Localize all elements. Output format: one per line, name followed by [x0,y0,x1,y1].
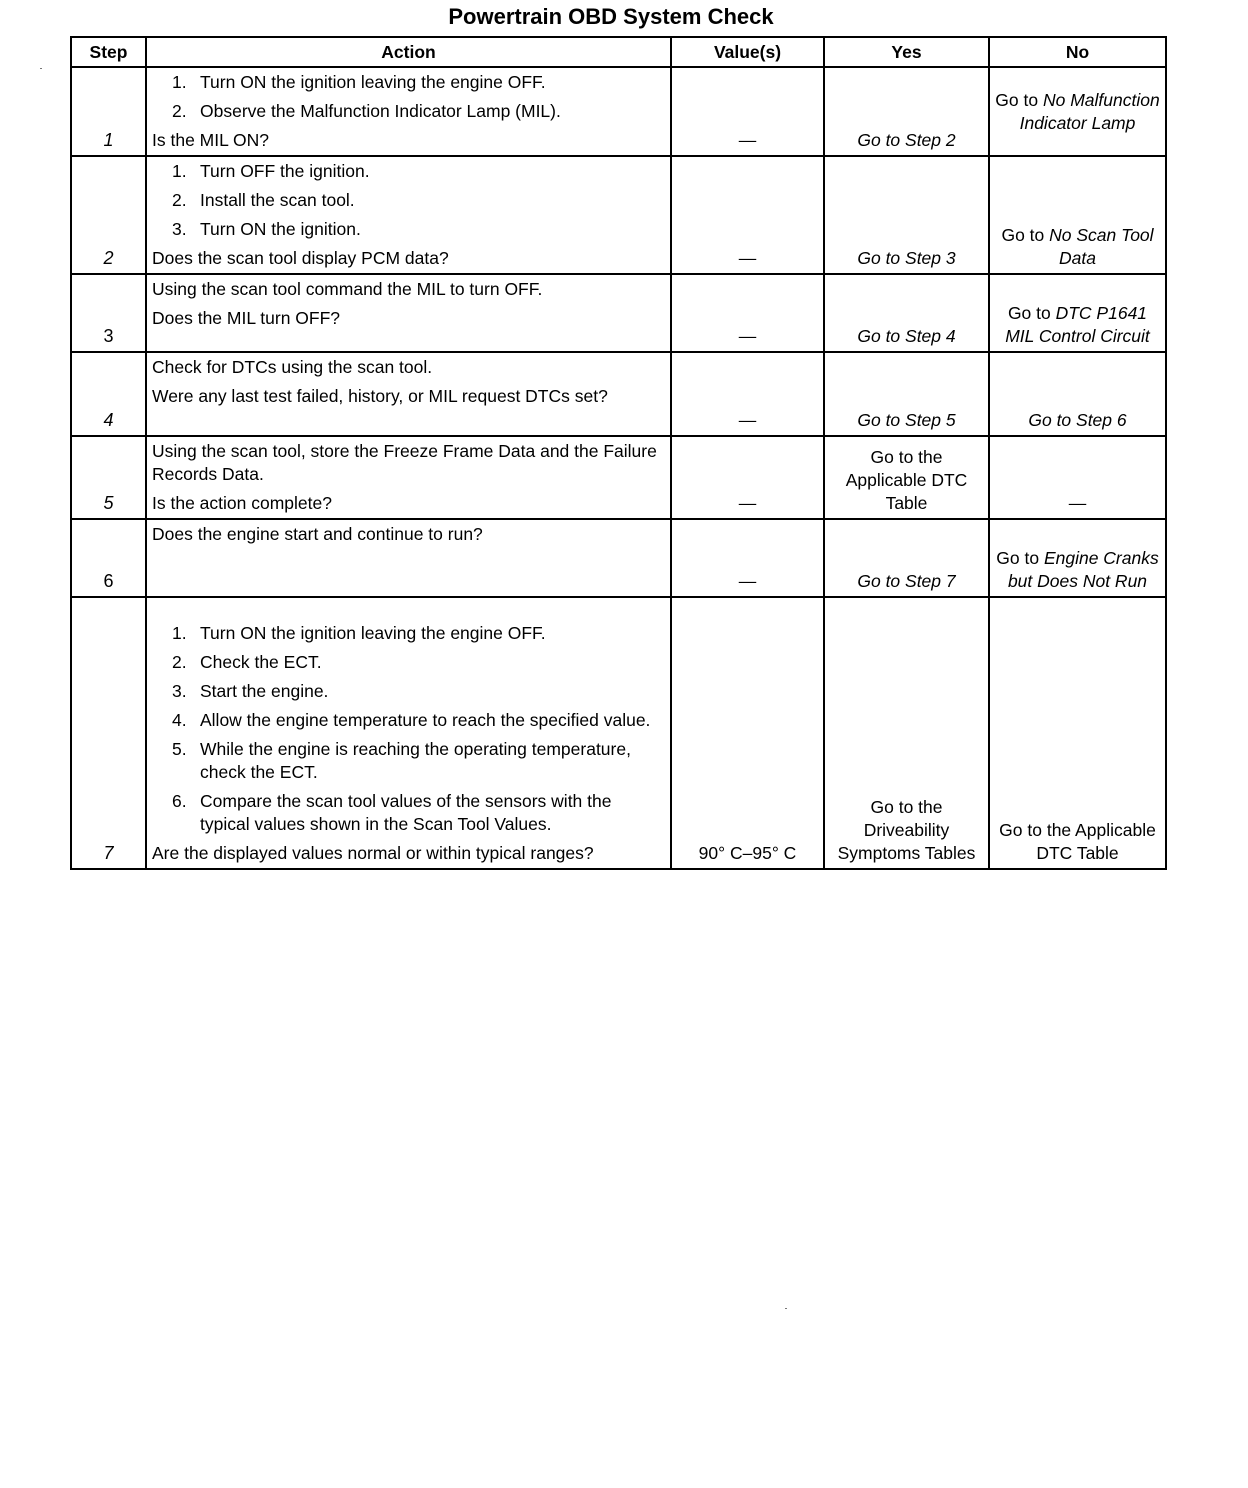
no-link[interactable]: Engine Cranks but Does Not Run [1007,548,1159,591]
no-cell: — [989,436,1166,519]
action-question: Is the MIL ON? [152,130,270,150]
step-number: 4 [71,352,146,436]
yes-cell: Go to Step 2 [824,67,989,156]
value-cell: — [671,156,824,274]
action-question: Is the action complete? [152,493,332,513]
header-action: Action [146,37,671,67]
step-number: 6 [71,519,146,597]
action-cell [146,67,671,156]
no-cell: Go to the Applicable DTC Table [989,597,1166,869]
action-question: Does the engine start and continue to run? [152,524,483,544]
action-cell [146,519,671,597]
no-cell: Go to Step 6 [989,352,1166,436]
list-item: 3. Start the engine. [172,681,329,701]
table-row [71,436,1166,519]
list-item: 2. Observe the Malfunction Indicator Lamp (MIL). [172,101,561,121]
yes-cell: Go to Step 7 [824,519,989,597]
action-text: Using the scan tool, store the Freeze Frame Data and the Failure Records Data. [152,441,657,484]
action-cell [146,597,671,869]
value-cell: — [671,274,824,352]
value-cell: — [671,436,824,519]
action-cell [146,156,671,274]
yes-cell: Go to Step 5 [824,352,989,436]
value-cell: — [671,67,824,156]
table-header-row [71,37,1166,67]
yes-cell: Go to the Applicable DTC Table [824,436,989,519]
value-cell: — [671,352,824,436]
table-row [71,67,1166,156]
action-question: Are the displayed values normal or within typical ranges? [152,843,594,863]
action-cell [146,274,671,352]
table-row [71,519,1166,597]
header-values: Value(s) [671,37,824,67]
header-no: No [989,37,1166,67]
no-link[interactable]: No Malfunction Indicator Lamp [1019,89,1160,133]
list-item: 4. Allow the engine temperature to reach the specified value. [172,710,651,730]
header-step: Step [71,37,146,67]
step-number: 3 [71,274,146,352]
list-item: 3. Turn ON the ignition. [172,219,361,239]
list-item: 1. Turn OFF the ignition. [172,161,370,181]
action-question: Does the scan tool display PCM data? [152,248,449,268]
step-number: 7 [71,597,146,869]
action-cell [146,436,671,519]
header-yes: Yes [824,37,989,67]
table-row [71,352,1166,436]
action-text: Using the scan tool command the MIL to turn OFF. [152,279,543,299]
yes-cell: Go to the Driveability Symptoms Tables [824,597,989,869]
no-link[interactable]: No Scan Tool Data [1049,225,1154,268]
no-cell: Go to DTC P1641 MIL Control Circuit [989,274,1166,352]
scan-speck [40,68,42,69]
list-item: 2. Install the scan tool. [172,190,355,210]
list-item: 6. Compare the scan tool values of the sensors with the typical values shown in the Scan Tool Values. [172,791,612,834]
list-item: 5. While the engine is reaching the operating temperature, check the ECT. [172,739,631,782]
table-row [71,274,1166,352]
value-cell: 90° C–95° C [671,597,824,869]
scan-speck [785,1308,787,1309]
page-title: Powertrain OBD System Check [448,4,774,29]
step-number: 5 [71,436,146,519]
no-cell: Go to No Malfunction Indicator Lamp [989,67,1166,156]
obd-check-table [70,36,1167,870]
list-item: 1. Turn ON the ignition leaving the engine OFF. [172,623,546,643]
action-question: Were any last test failed, history, or MIL request DTCs set? [152,386,608,406]
yes-cell: Go to Step 3 [824,156,989,274]
step-number: 1 [71,67,146,156]
value-cell: — [671,519,824,597]
action-text: Check for DTCs using the scan tool. [152,357,433,377]
no-cell: Go to No Scan Tool Data [989,156,1166,274]
list-item: 1. Turn ON the ignition leaving the engine OFF. [172,72,546,92]
list-item: 2. Check the ECT. [172,652,322,672]
action-cell [146,352,671,436]
action-question: Does the MIL turn OFF? [152,308,341,328]
no-cell: Go to Engine Cranks but Does Not Run [989,519,1166,597]
yes-cell: Go to Step 4 [824,274,989,352]
step-number: 2 [71,156,146,274]
table-row [71,156,1166,274]
no-link[interactable]: DTC P1641 MIL Control Circuit [1005,303,1150,346]
table-row [71,597,1166,869]
